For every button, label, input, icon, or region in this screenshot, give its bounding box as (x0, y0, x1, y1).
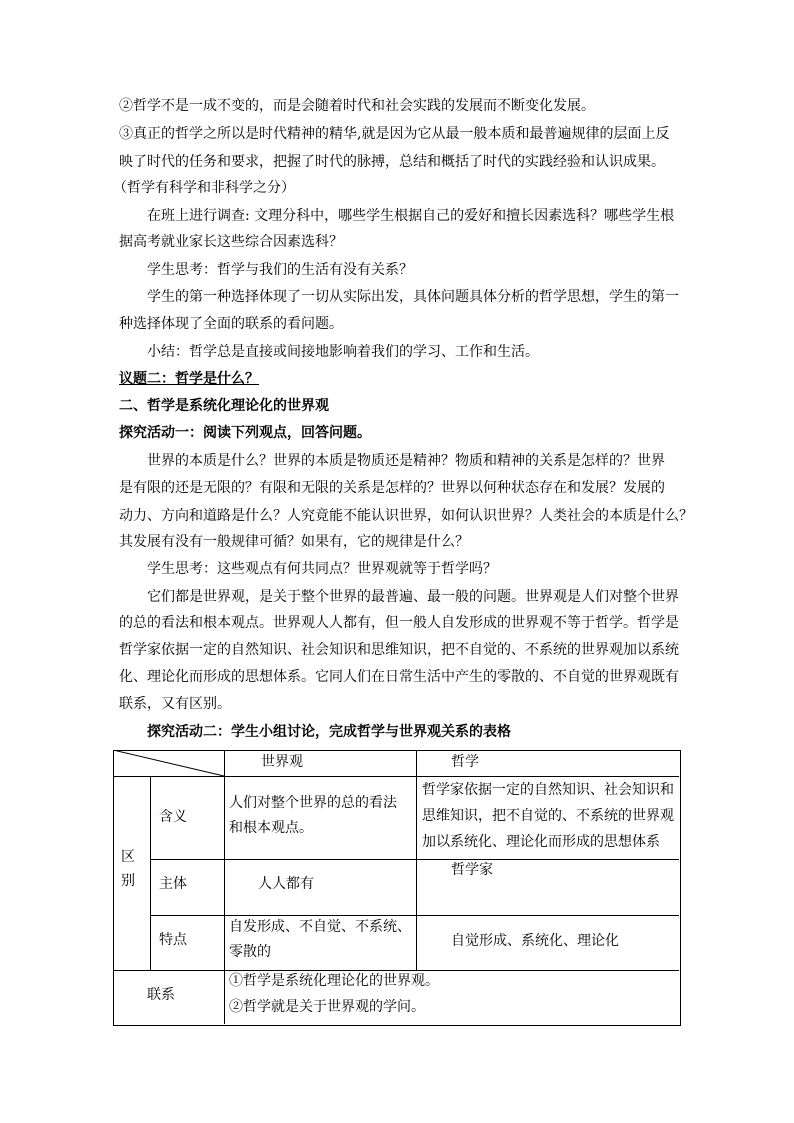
meaning-philosophy: 哲学家依据一定的自然知识、社会知识和 (422, 782, 674, 798)
paragraph-text: （哲学有科学和非科学之分） (113, 180, 295, 196)
paragraph-text: 在班上进行调查: 文理分科中，哪些学生根据自己的爱好和擅长因素选科？哪些学生根 (147, 208, 675, 224)
row-label-link: 联系 (147, 987, 175, 1003)
row-label-subject: 主体 (159, 876, 187, 892)
feature-worldview: 零散的 (229, 944, 271, 960)
meaning-philosophy: 思维知识，把不自觉的、不系统的世界观 (422, 808, 674, 824)
paragraph-text: 世界的本质是什么？世界的本质是物质还是精神？物质和精神的关系是怎样的？世界 (147, 453, 665, 469)
table-rule (150, 776, 151, 970)
table-rule (150, 859, 679, 860)
paragraph-text: 是有限的还是无限的？有限和无限的关系是怎样的？世界以何种状态存在和发展？发展的 (119, 480, 665, 496)
paragraph-text: ②哲学不是一成不变的，而是会随着时代和社会实践的发展而不断变化发展。 (119, 98, 595, 114)
paragraph-text: 映了时代的任务和要求，把握了时代的脉搏，总结和概括了时代的实践经验和认识成果。 (119, 154, 665, 170)
paragraph-text: 据高考就业家长这些综合因素选科？ (119, 234, 343, 250)
feature-philosophy: 自觉形成、系统化、理论化 (451, 933, 619, 949)
paragraph-text: 学生思考：这些观点有何共同点？世界观就等于哲学吗？ (147, 561, 497, 577)
header-worldview: 世界观 (261, 754, 303, 770)
paragraph-text: 动力、方向和道路是什么？人究竟能不能认识世界，如何认识世界？人类社会的本质是什么？ (119, 508, 693, 524)
paragraph-text: 学生思考：哲学与我们的生活有没有关系？ (147, 262, 413, 278)
section-heading: 议题二：哲学是什么？ (119, 371, 259, 387)
feature-worldview: 自发形成、不自觉、不系统、 (229, 919, 411, 935)
meaning-worldview: 和根本观点。 (229, 820, 313, 836)
subject-philosophy: 哲学家 (451, 862, 493, 878)
row-label-meaning: 含义 (159, 809, 187, 825)
paragraph-text: 其发展有没有一般规律可循？如果有，它的规律是什么？ (119, 534, 469, 550)
table-rule (416, 750, 417, 970)
paragraph-text: 小结：哲学总是直接或间接地影响着我们的学习、工作和生活。 (147, 344, 539, 360)
section-heading: 探究活动一：阅读下列观点，回答问题。 (119, 425, 371, 441)
row-label-feature: 特点 (159, 932, 187, 948)
paragraph-text: 的总的看法和根本观点。世界观人人都有，但一般人自发形成的世界观不等于哲学。哲学是 (119, 615, 679, 631)
paragraph-text: 联系，又有区别。 (119, 696, 231, 712)
meaning-philosophy: 加以系统化、理论化而形成的思想体系 (422, 834, 660, 850)
label-difference: 区 (121, 849, 135, 865)
table-rule (224, 750, 225, 1024)
subject-worldview: 人人都有 (258, 876, 314, 892)
comparison-table (113, 750, 681, 1026)
header-philosophy: 哲学 (451, 754, 479, 770)
header-diagonal (113, 750, 225, 777)
paragraph-text: 种选择体现了全面的联系的看问题。 (119, 316, 343, 332)
meaning-worldview: 人们对整个世界的总的看法 (229, 795, 397, 811)
link-item: ②哲学就是关于世界观的学问。 (229, 999, 425, 1015)
table-caption: 探究活动二：学生小组讨论，完成哲学与世界观关系的表格 (147, 724, 511, 740)
paragraph-text: ③真正的哲学之所以是时代精神的精华,就是因为它从最一般本质和最普遍规律的层面上反 (119, 126, 670, 142)
paragraph-text: 学生的第一种选择体现了一切从实际出发，具体问题具体分析的哲学思想，学生的第一 (147, 289, 679, 305)
label-difference: 别 (121, 873, 135, 889)
section-heading: 二、哲学是系统化理论化的世界观 (119, 398, 329, 414)
paragraph-text: 化、理论化而形成的思想体系。它同人们在日常生活中产生的零散的、不自觉的世界观既有 (119, 669, 679, 685)
link-item: ①哲学是系统化理论化的世界观。 (229, 973, 439, 989)
paragraph-text: 哲学家依据一定的自然知识、社会知识和思维知识，把不自觉的、不系统的世界观加以系统 (119, 642, 679, 658)
paragraph-text: 它们都是世界观，是关于整个世界的最普遍、最一般的问题。世界观是人们对整个世界 (147, 589, 679, 605)
